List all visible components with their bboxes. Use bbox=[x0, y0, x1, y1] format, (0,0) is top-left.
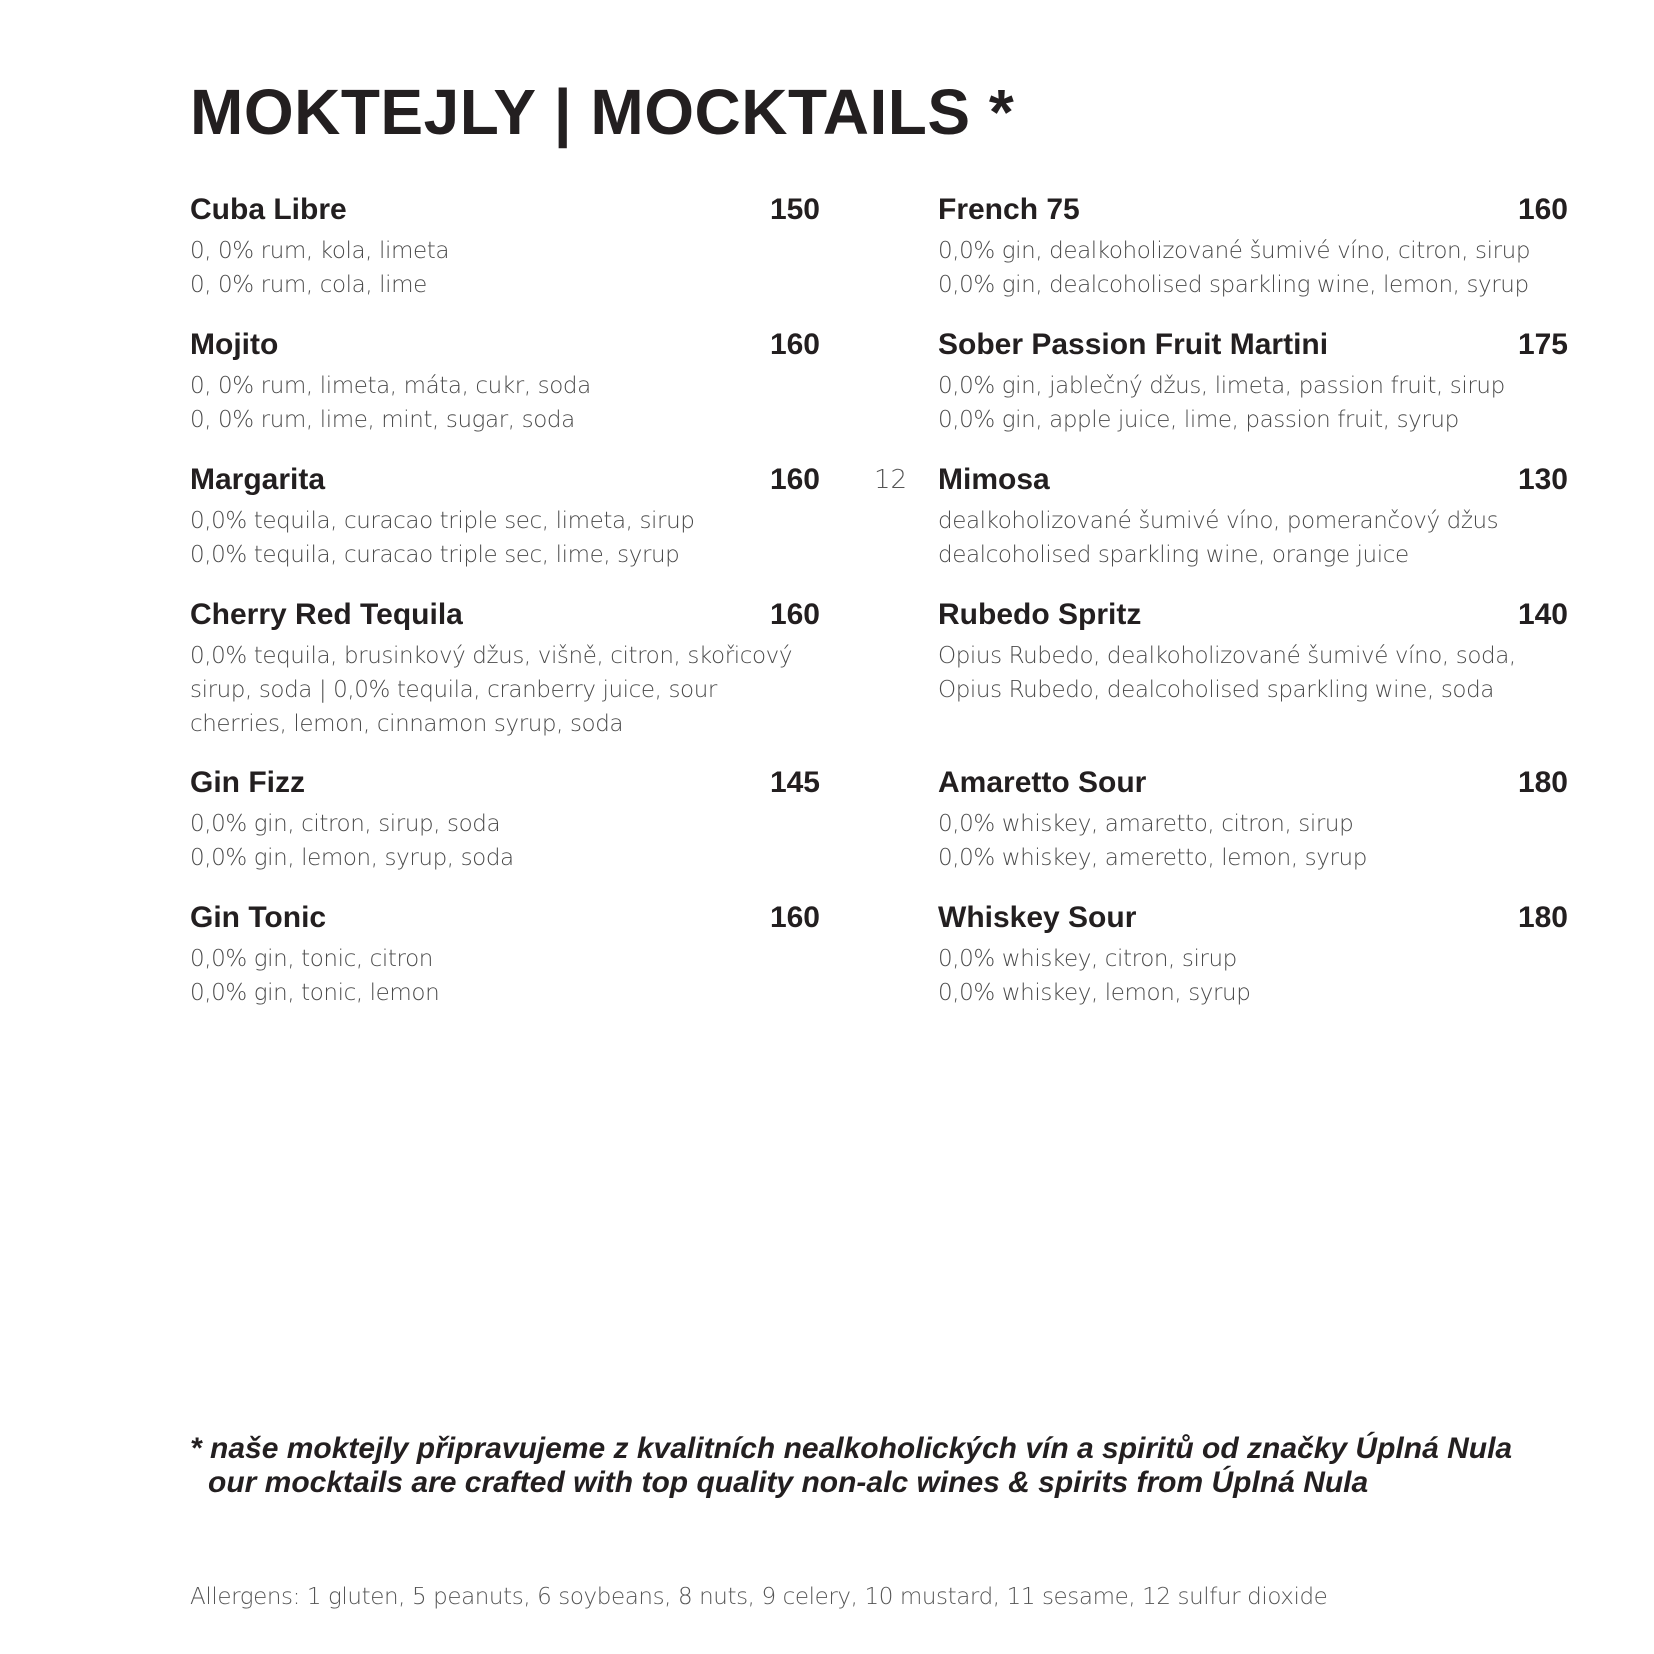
item-description-cz: 0,0% whiskey, amaretto, citron, sirup bbox=[938, 811, 1354, 837]
item-name: French 75 bbox=[938, 193, 1080, 226]
item-name: Rubedo Spritz bbox=[938, 598, 1142, 631]
item-description-en: 0,0% whiskey, ameretto, lemon, syrup bbox=[938, 845, 1367, 871]
item-description-en: 0,0% gin, apple juice, lime, passion fruit, syrup bbox=[938, 407, 1459, 433]
item-name: Amaretto Sour bbox=[938, 766, 1147, 799]
allergen-number: 12 bbox=[874, 465, 908, 495]
item-price: 145 bbox=[769, 766, 820, 799]
item-price: 160 bbox=[769, 328, 820, 361]
menu-column-left bbox=[190, 190, 820, 1033]
footnote-en: our mocktails are crafted with top quality non-alc wines & spirits from Úplná Nula bbox=[208, 1466, 1369, 1499]
item-name: Cherry Red Tequila bbox=[190, 598, 463, 631]
item-description-en: Opius Rubedo, dealcoholised sparkling wine, soda bbox=[938, 677, 1494, 703]
item-price: 150 bbox=[769, 193, 820, 226]
item-name: Margarita bbox=[190, 463, 326, 496]
item-price: 160 bbox=[769, 463, 820, 496]
item-price: 180 bbox=[1517, 766, 1568, 799]
menu-item bbox=[938, 595, 1568, 763]
menu-item bbox=[938, 325, 1568, 460]
menu-item bbox=[190, 325, 820, 460]
menu-item bbox=[190, 898, 820, 1033]
item-price: 160 bbox=[769, 598, 820, 631]
item-description-cz: 0,0% gin, citron, sirup, soda bbox=[190, 811, 501, 837]
item-name: Sober Passion Fruit Martini bbox=[938, 328, 1329, 361]
item-name: Cuba Libre bbox=[190, 193, 347, 226]
item-name: Gin Fizz bbox=[190, 766, 305, 799]
item-description-cz: 0,0% gin, dealkoholizované šumivé víno, citron, sirup bbox=[938, 238, 1531, 264]
item-description-en: 0,0% gin, lemon, syrup, soda bbox=[190, 845, 514, 871]
footnote bbox=[190, 1432, 1590, 1500]
menu-item bbox=[938, 898, 1568, 1033]
menu-item bbox=[190, 763, 820, 898]
item-description-en: dealcoholised sparkling wine, orange juice bbox=[938, 542, 1409, 568]
item-name: Mimosa bbox=[938, 463, 1050, 496]
item-price: 175 bbox=[1517, 328, 1568, 361]
item-name: Gin Tonic bbox=[190, 901, 327, 934]
allergens-legend: Allergens: 1 gluten, 5 peanuts, 6 soybeans, 8 nuts, 9 celery, 10 mustard, 11 sesame, 12 sulfur dioxide bbox=[190, 1584, 1328, 1610]
item-description-cz: 0, 0% rum, limeta, máta, cukr, soda bbox=[190, 373, 591, 399]
menu-item bbox=[190, 190, 820, 325]
item-name: Mojito bbox=[190, 328, 279, 361]
item-description-en: 0,0% tequila, curacao triple sec, lime, syrup bbox=[190, 542, 680, 568]
item-description-cz: 0,0% whiskey, citron, sirup bbox=[938, 946, 1237, 972]
menu-item bbox=[938, 190, 1568, 325]
item-price: 130 bbox=[1517, 463, 1568, 496]
item-price: 160 bbox=[769, 901, 820, 934]
item-price: 160 bbox=[1517, 193, 1568, 226]
menu-item bbox=[874, 460, 1568, 595]
item-description-cz: 0, 0% rum, kola, limeta bbox=[190, 238, 450, 264]
item-description-cz: 0,0% gin, jablečný džus, limeta, passion fruit, sirup bbox=[938, 373, 1505, 399]
footnote-cz: * naše moktejly připravujeme z kvalitních nealkoholických vín a spiritů od značky Úplná Nula bbox=[190, 1432, 1513, 1465]
item-description-en: 0, 0% rum, cola, lime bbox=[190, 272, 427, 298]
menu-column-right bbox=[874, 190, 1568, 1033]
page-title: MOKTEJLY | MOCKTAILS * bbox=[190, 76, 1015, 148]
item-description-en: 0, 0% rum, lime, mint, sugar, soda bbox=[190, 407, 575, 433]
item-description-cz: 0,0% gin, tonic, citron bbox=[190, 946, 433, 972]
menu-item bbox=[190, 460, 820, 595]
menu-item bbox=[190, 595, 820, 763]
item-name: Whiskey Sour bbox=[938, 901, 1137, 934]
item-description: 0,0% tequila, brusinkový džus, višně, citron, skořicový sirup, soda | 0,0% tequila, cranberry juice, sour cherries, lemon, cinnamon syrup, soda bbox=[190, 643, 793, 737]
item-description-cz: 0,0% tequila, curacao triple sec, limeta, sirup bbox=[190, 508, 695, 534]
item-description-cz: Opius Rubedo, dealkoholizované šumivé víno, soda, bbox=[938, 643, 1516, 669]
menu-item bbox=[938, 763, 1568, 898]
item-price: 140 bbox=[1517, 598, 1568, 631]
item-description-cz: dealkoholizované šumivé víno, pomerančový džus bbox=[938, 508, 1499, 534]
item-description-en: 0,0% gin, tonic, lemon bbox=[190, 980, 440, 1006]
item-description-en: 0,0% gin, dealcoholised sparkling wine, lemon, syrup bbox=[938, 272, 1529, 298]
item-price: 180 bbox=[1517, 901, 1568, 934]
item-description-en: 0,0% whiskey, lemon, syrup bbox=[938, 980, 1251, 1006]
